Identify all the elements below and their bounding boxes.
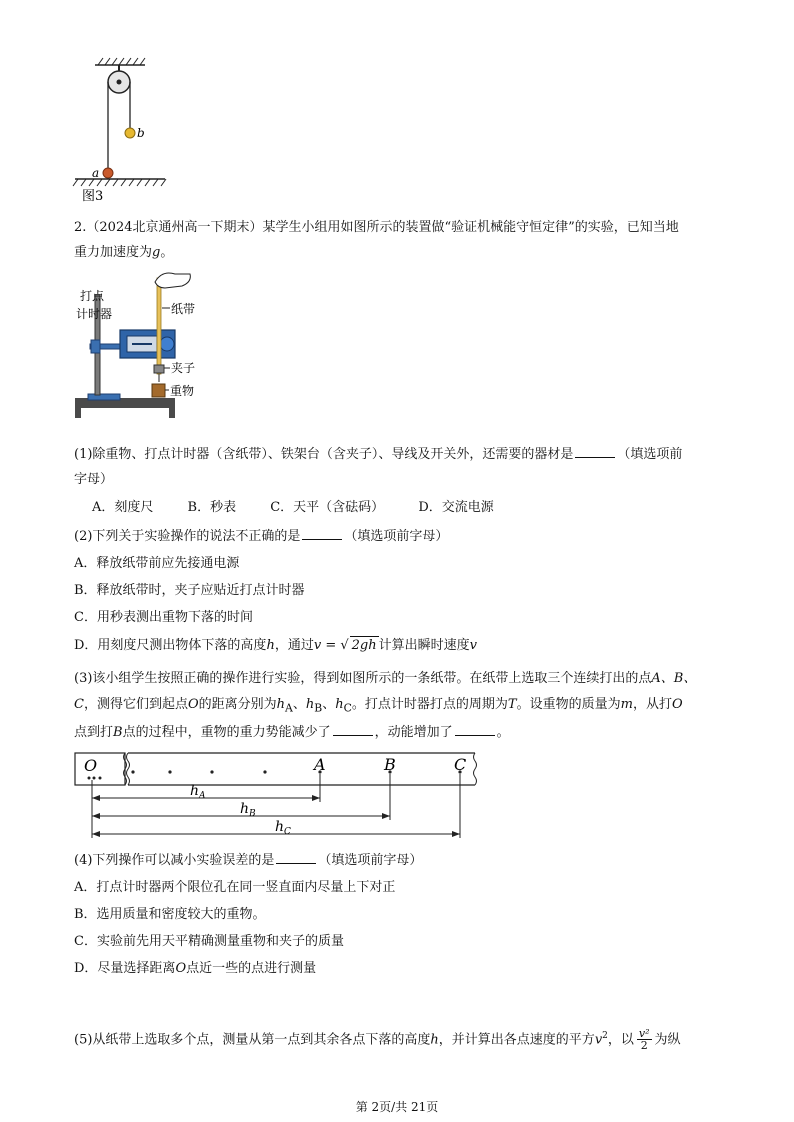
label-clip: 夹子 [171,361,196,375]
option-c: C．天平（含砝码） [270,500,385,515]
p2-line: (2)下列关于实验操作的说法不正确的是 （填选项前字母） [74,529,449,544]
p1-line1: (1)除重物、打点计时器（含纸带）、铁架台（含夹子）、导线及开关外，还需要的器材是 （填选项前 [74,447,683,462]
label-ha: h [190,783,200,799]
svg-text:B: B [249,809,256,819]
p4-option-d: D．尽量选择距离O点近一些的点进行测量 [74,961,317,976]
p3-line1: (3)该小组学生按照正确的操作进行实验，得到如图所示的一条纸带。在纸带上选取三个连续打出的点A、B、 [74,671,697,686]
option-d: D．交流电源 [418,500,494,515]
label-timer-1: 打点 [80,289,105,303]
svg-text:A: A [199,791,206,801]
label-b: b [137,126,145,140]
label-a: a [92,166,100,180]
label-hb: h [240,801,250,817]
point-o: O [84,756,98,775]
fraction-v2-over-2: $\frac{\text{v²}}{2}$ [638,1027,650,1053]
apparatus-figure [70,270,210,420]
answer-blank [302,527,342,540]
p3-line3: 点到打B点的过程中，重物的重力势能减少了 ，动能增加了 。 [74,725,510,740]
answer-blank [333,723,373,736]
p1-line2: 字母） [74,472,114,487]
q2-stem-line1: 2.（2024北京通州高一下期末）某学生小组用如图所示的装置做“验证机械能守恒定律”的实验，已知当地 [74,220,679,235]
label-timer-2: 计时器 [76,307,113,321]
point-c: C [454,755,467,774]
pulley-figure [70,55,180,205]
p4-option-a: A．打点计时器两个限位孔在同一竖直面内尽量上下对正 [74,880,396,895]
page-footer: 第 2页/共 21页 [355,1100,439,1114]
paper-tape-figure [70,748,490,843]
p2-option-c: C．用秒表测出重物下落的时间 [74,610,253,625]
p4-line: (4)下列操作可以减小实验误差的是 （填选项前字母） [74,853,423,868]
answer-blank [276,851,316,864]
label-weight: 重物 [170,384,195,398]
label-tape: 纸带 [171,302,196,316]
option-b: B．秒表 [187,500,237,515]
p3-line2: C，测得它们到起点O的距离分别为$h_A$、$h_B$、$h_C$。打点计时器打点的周期为T。设重物的质量为m，从打O [74,697,683,715]
p4-option-c: C．实验前先用天平精确测量重物和夹子的质量 [74,934,344,949]
point-a: A [314,755,326,774]
q2-stem-line2: 重力加速度为g。 [74,245,174,260]
label-hc: h [275,819,285,835]
p2-option-d: D．用刻度尺测出物体下落的高度h，通过v = √ 2gh 计算出瞬时速度v [74,638,477,653]
figure3-caption: 图3 [82,189,104,204]
option-a: A．刻度尺 [92,500,154,515]
p2-option-b: B．释放纸带时，夹子应贴近打点计时器 [74,583,305,598]
answer-blank [455,723,495,736]
p4-option-b: B．选用质量和密度较大的重物。 [74,907,266,922]
p1-options [92,499,754,517]
p5-line: (5)从纸带上选取多个点，测量从第一点到其余各点下落的高度h，并计算出各点速度的平方$v^2$，以 $\frac{\text{v²}}{2}$ 为纵 [74,1027,681,1053]
answer-blank [575,445,615,458]
p2-option-a: A．释放纸带前应先接通电源 [74,556,240,571]
point-b: B [384,755,396,774]
svg-text:C: C [284,827,291,837]
